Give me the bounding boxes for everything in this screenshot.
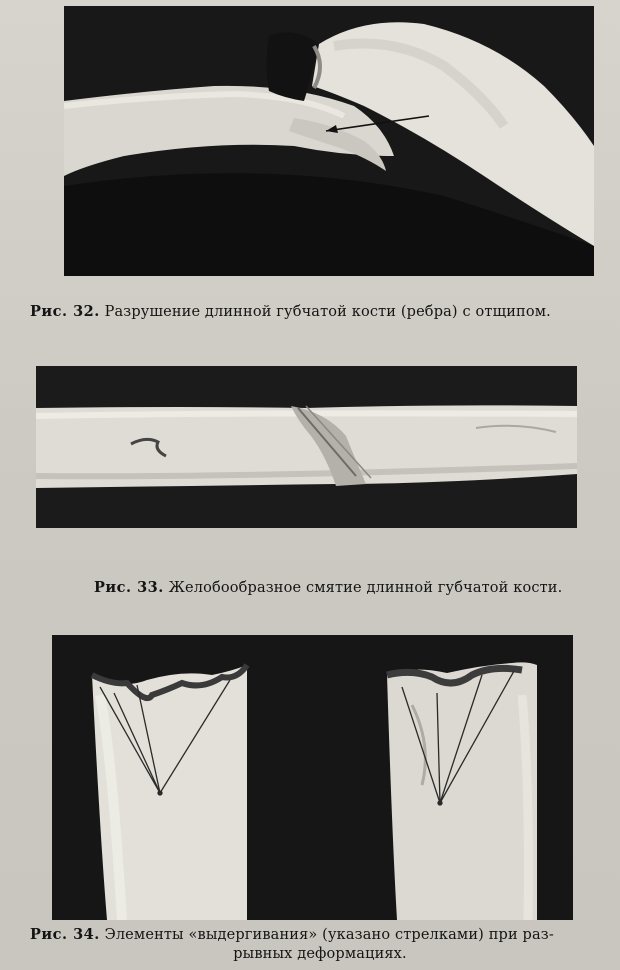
figure-34-label: Рис. 34. [30,926,100,943]
figure-32-photo [64,6,594,276]
figure-34-text-line2: рывных деформациях. [233,946,407,962]
rib-fracture-photo-icon [64,6,594,276]
figure-32-caption [30,302,610,322]
figure-34-text-line1: Элементы «выдергивания» (указано стрелками) при раз- [104,927,554,943]
figure-34-caption [30,925,610,964]
figure-33-caption [94,578,594,598]
figure-33-photo [36,366,577,528]
figure-33-label: Рис. 33. [94,579,164,596]
figure-32-text: Разрушение длинной губчатой кости (ребра) с отщипом. [104,304,551,320]
bone-crush-photo-icon [36,366,577,528]
figure-32-label: Рис. 32. [30,303,100,320]
figure-34-photo [52,635,573,920]
bone-tear-photo-icon [52,635,573,920]
figure-33-text: Желобообразное смятие длинной губчатой кости. [168,580,563,596]
